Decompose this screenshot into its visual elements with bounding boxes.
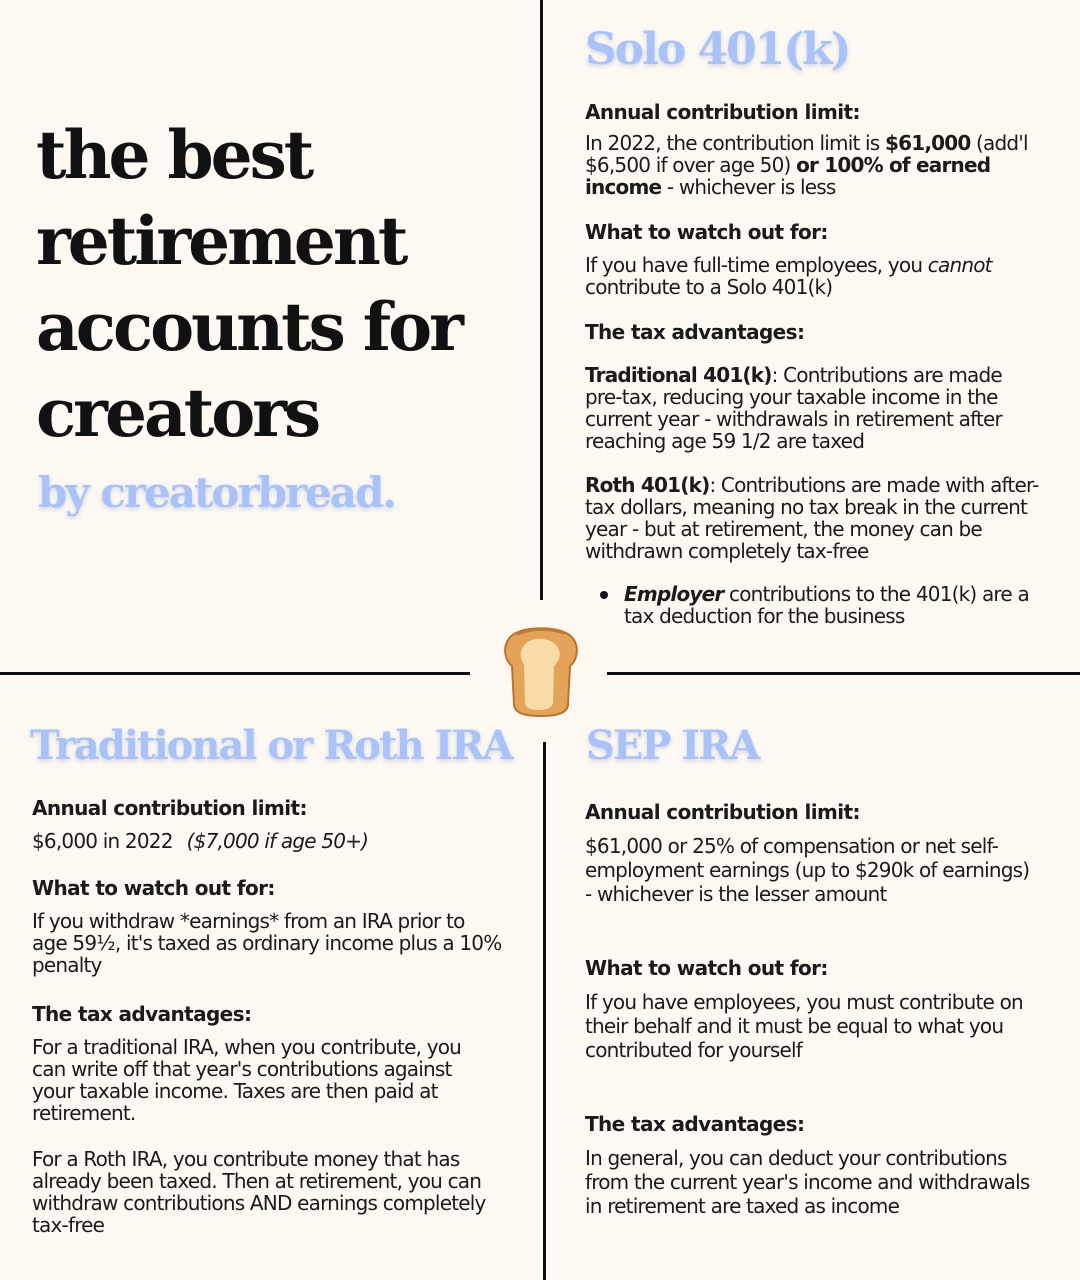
sep-watch [585, 956, 1035, 1062]
solo401k-watch-label: What to watch out for: [585, 220, 828, 244]
ira-watch-label: What to watch out for: [32, 876, 275, 900]
sep-tax-text: In general, you can deduct your contributions from the current year's income and withdrawals in retirement are taxed as income [585, 1146, 1030, 1218]
solo401k-limit [585, 100, 1055, 198]
title-line: the best [36, 116, 312, 194]
title-line: creators [36, 374, 319, 452]
ira-tax-text-roth: For a Roth IRA, you contribute money that has already been taxed. Then at retirement, you can withdraw contributions AND earnings completely tax-free [32, 1147, 486, 1237]
ira-title: Traditional or Roth IRA [30, 722, 512, 769]
solo401k-watch [585, 220, 1045, 298]
sep-tax [585, 1112, 1050, 1218]
solo401k-title: Solo 401(k) [585, 24, 850, 75]
sep-watch-text: If you have employees, you must contribute on their behalf and it must be equal to what you contributed for yourself [585, 990, 1023, 1062]
ira-limit [32, 796, 502, 852]
title-line: retirement [36, 202, 406, 280]
top-vertical-divider [540, 0, 543, 600]
solo401k-employer-bullet [600, 583, 1060, 627]
solo401k-limit-label: Annual contribution limit: [585, 100, 860, 124]
solo401k-tax [585, 320, 1040, 562]
ira-watch-text: If you withdraw *earnings* from an IRA prior to age 59½, it's taxed as ordinary income plus a 10% penalty [32, 909, 502, 977]
bullet-dot [600, 591, 608, 599]
ira-tax [32, 1002, 497, 1236]
solo401k-roth-text: Roth 401(k): Contributions are made with after-tax dollars, meaning no tax break in the current year - but at retirement, the money can be withdrawn completely tax-free [585, 473, 1039, 563]
solo401k-tax-label: The tax advantages: [585, 320, 805, 344]
main-title [36, 112, 516, 456]
sep-title: SEP IRA [586, 722, 759, 769]
ira-limit-text: $6,000 in 2022 ($7,000 if age 50+) [32, 829, 369, 853]
ira-tax-label: The tax advantages: [32, 1002, 252, 1026]
sep-limit [585, 800, 1035, 906]
ira-watch [32, 876, 502, 976]
title-line: accounts for [36, 288, 461, 366]
solo401k-limit-text: In 2022, the contribution limit is $61,000 (add'l $6,500 if over age 50) or 100% of earned income - whichever is less [585, 131, 1028, 199]
ira-limit-label: Annual contribution limit: [32, 796, 307, 820]
sep-limit-text: $61,000 or 25% of compensation or net self-employment earnings (up to $290k of earnings) - whichever is the lesser amount [585, 834, 1030, 906]
bottom-vertical-divider [543, 742, 546, 1280]
byline: by creatorbread. [38, 468, 395, 517]
left-horizontal-divider [0, 672, 470, 675]
sep-tax-label: The tax advantages: [585, 1112, 805, 1136]
bread-loaf-icon [498, 624, 584, 718]
right-horizontal-divider [607, 672, 1080, 675]
solo401k-bullet-text: Employer contributions to the 401(k) are a tax deduction for the business [624, 582, 1029, 628]
ira-tax-text-traditional: For a traditional IRA, when you contribute, you can write off that year's contributions against your taxable income. Taxes are then paid at retirement. [32, 1035, 462, 1125]
solo401k-traditional-text: Traditional 401(k): Contributions are made pre-tax, reducing your taxable income in the current year - withdrawals in retirement after reaching age 59 1/2 are taxed [585, 363, 1002, 453]
sep-limit-label: Annual contribution limit: [585, 800, 860, 824]
solo401k-watch-text: If you have full-time employees, you cannot contribute to a Solo 401(k) [585, 253, 992, 299]
sep-watch-label: What to watch out for: [585, 956, 828, 980]
